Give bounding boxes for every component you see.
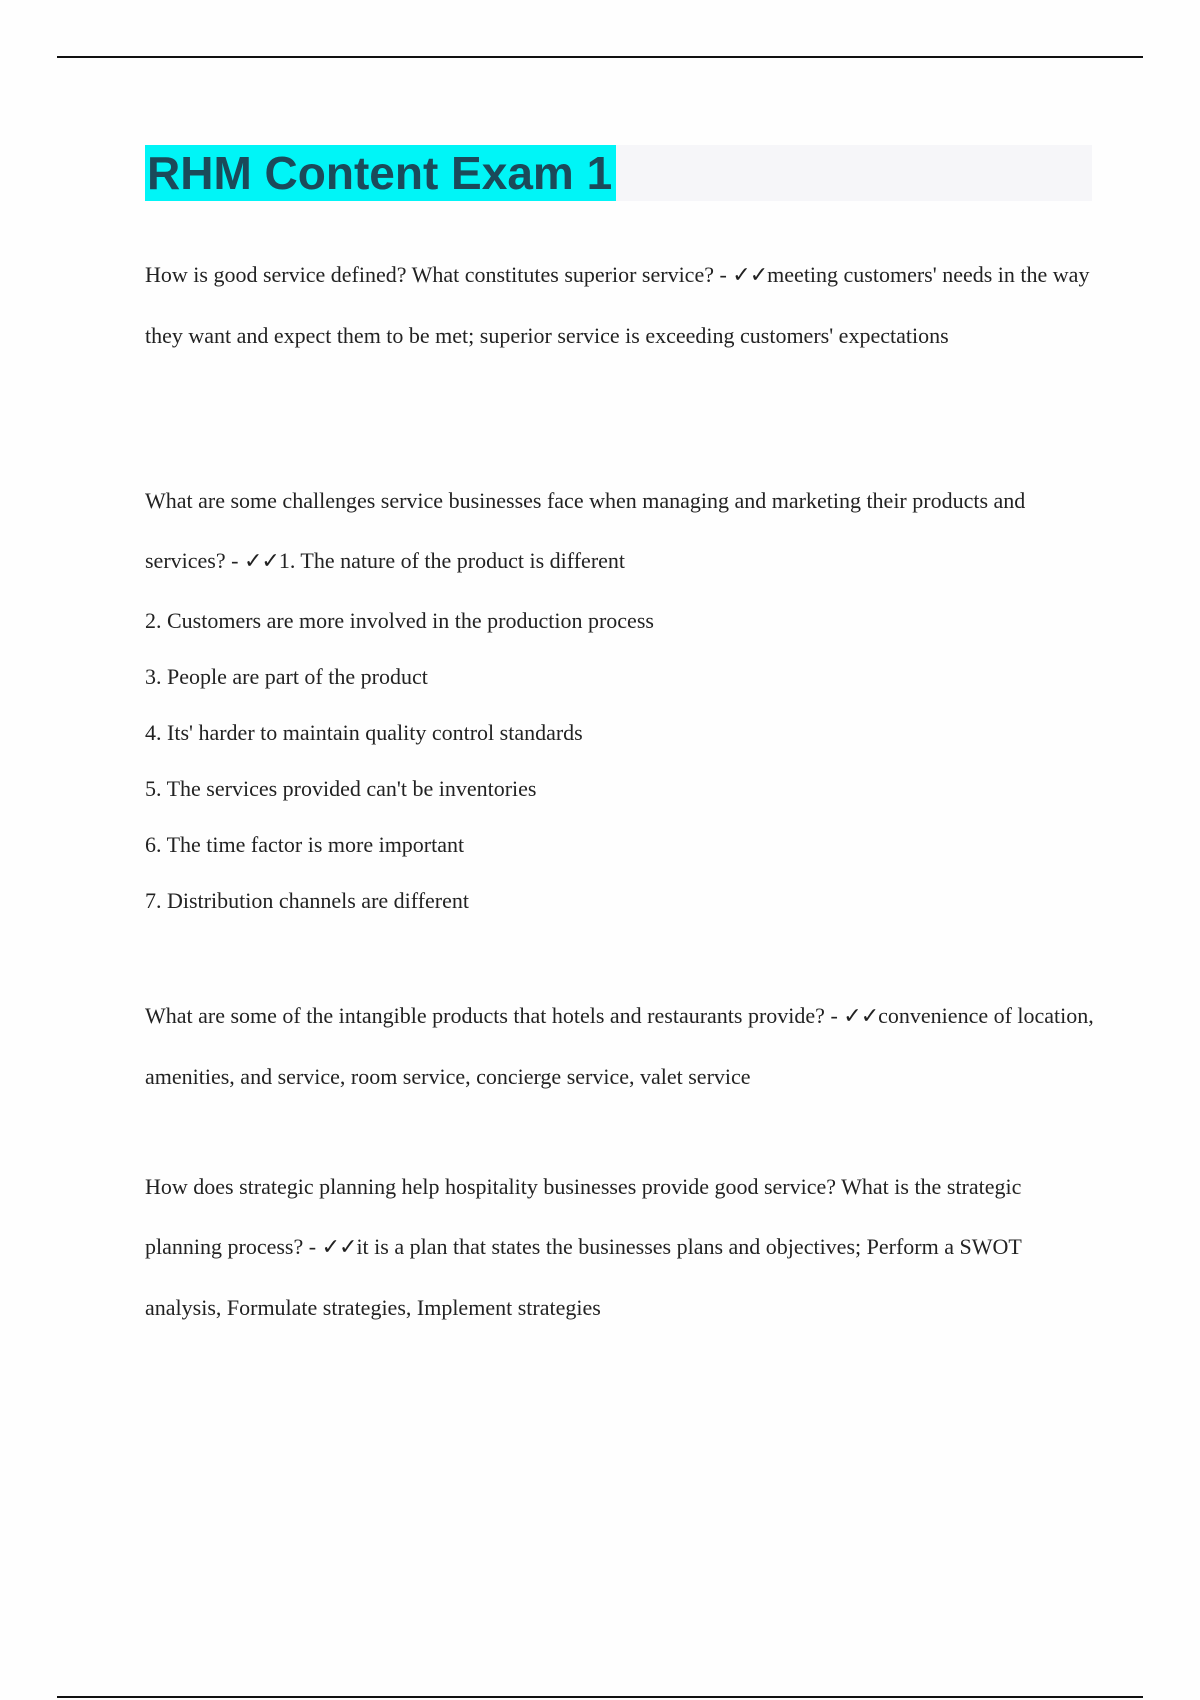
answer-text: it is a plan that states the businesses plans and objectives; Perform a SWOT analysis, Formulate strategies, Implement strategies [145,1234,1022,1320]
list-item: 3. People are part of the product [145,664,428,689]
qa-entry-2 [145,471,1095,592]
list-item: 6. The time factor is more important [145,832,465,857]
bottom-rule [57,1696,1143,1698]
qa-entry-4 [145,1157,1095,1338]
answer-text: 1. The nature of the product is different [278,548,626,573]
question-text: How does strategic planning help hospitality businesses provide good service? What is the strategic planning process? - [145,1174,1022,1259]
question-text: What are some of the intangible products that hotels and restaurants provide? - [145,1003,844,1028]
answer-text: convenience of location, amenities, and service, room service, concierge service, valet service [145,1003,1094,1089]
double-check-icon: ✓✓ [732,263,768,288]
qa-entry-1 [145,245,1095,366]
qa-entry-3 [145,986,1095,1107]
page-title: RHM Content Exam 1 [145,145,616,201]
question-text: How is good service defined? What constitutes superior service? - [145,262,733,287]
double-check-icon: ✓✓ [243,549,279,574]
double-check-icon: ✓✓ [321,1235,357,1260]
list-item: 5. The services provided can't be inventories [145,776,537,801]
list-item [145,929,654,985]
answer-text: meeting customers' needs in the way they want and expect them to be met; superior service is exceeding customers' expectations [145,262,1090,348]
question-text: What are some challenges service businesses face when managing and marketing their products and services? - [145,488,1026,573]
double-check-icon: ✓✓ [843,1004,879,1029]
top-rule [57,56,1143,58]
list-item: 7. Distribution channels are different [145,888,469,913]
challenges-list [145,593,654,985]
list-item: 2. Customers are more involved in the production process [145,608,654,633]
list-item: 4. Its' harder to maintain quality control standards [145,720,583,745]
